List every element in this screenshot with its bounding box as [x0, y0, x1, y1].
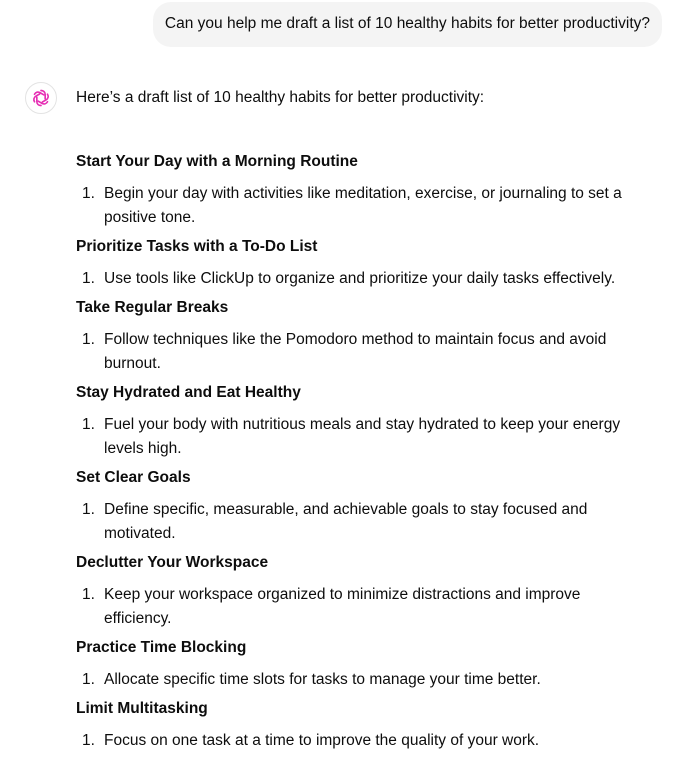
habit-list	[76, 182, 651, 230]
assistant-avatar	[25, 82, 57, 114]
list-number: 1.	[82, 185, 95, 202]
list-item	[76, 583, 651, 631]
list-item	[76, 498, 651, 546]
habit-title: Take Regular Breaks	[76, 299, 229, 316]
habit-list	[76, 267, 651, 291]
list-number: 1.	[82, 270, 95, 287]
list-item	[76, 182, 651, 230]
habit-section	[76, 466, 651, 546]
habit-list	[76, 328, 651, 376]
list-item	[76, 267, 651, 291]
habit-section	[76, 150, 651, 230]
habit-title: Start Your Day with a Morning Routine	[76, 153, 358, 170]
habit-list	[76, 498, 651, 546]
habit-section	[76, 551, 651, 631]
habit-list	[76, 729, 651, 753]
habit-section	[76, 381, 651, 461]
habit-section	[76, 235, 651, 291]
list-item-text: Focus on one task at a time to improve the quality of your work.	[104, 732, 540, 749]
list-item-text: Keep your workspace organized to minimize distractions and improve efficiency.	[104, 586, 581, 627]
list-number: 1.	[82, 331, 95, 348]
list-item-text: Begin your day with activities like meditation, exercise, or journaling to set a positive tone.	[104, 185, 622, 226]
list-number: 1.	[82, 586, 95, 603]
list-item-text: Follow techniques like the Pomodoro method to maintain focus and avoid burnout.	[104, 331, 607, 372]
habit-section	[76, 296, 651, 376]
habit-section	[76, 697, 651, 753]
habit-title: Stay Hydrated and Eat Healthy	[76, 384, 301, 401]
habit-title: Limit Multitasking	[76, 700, 208, 717]
assistant-intro: Here’s a draft list of 10 healthy habits for better productivity:	[76, 89, 485, 106]
habit-title: Prioritize Tasks with a To-Do List	[76, 238, 318, 255]
ai-assistant-logo-icon	[31, 88, 51, 108]
list-item	[76, 328, 651, 376]
user-message-text: Can you help me draft a list of 10 healthy habits for better productivity?	[164, 15, 650, 32]
list-item-text: Allocate specific time slots for tasks to manage your time better.	[104, 671, 541, 688]
list-number: 1.	[82, 416, 95, 433]
assistant-message	[76, 86, 651, 757]
list-item-text: Use tools like ClickUp to organize and prioritize your daily tasks effectively.	[104, 270, 616, 287]
user-message-bubble	[153, 2, 662, 47]
habit-title: Practice Time Blocking	[76, 639, 247, 656]
habit-list	[76, 583, 651, 631]
list-number: 1.	[82, 732, 95, 749]
habit-title: Declutter Your Workspace	[76, 554, 269, 571]
list-item	[76, 413, 651, 461]
habit-list	[76, 413, 651, 461]
list-item	[76, 729, 651, 753]
habit-section	[76, 636, 651, 692]
list-item	[76, 668, 651, 692]
list-item-text: Fuel your body with nutritious meals and stay hydrated to keep your energy levels high.	[104, 416, 621, 457]
habit-title: Set Clear Goals	[76, 469, 191, 486]
habit-list	[76, 668, 651, 692]
list-number: 1.	[82, 501, 95, 518]
list-item-text: Define specific, measurable, and achievable goals to stay focused and motivated.	[104, 501, 588, 542]
list-number: 1.	[82, 671, 95, 688]
